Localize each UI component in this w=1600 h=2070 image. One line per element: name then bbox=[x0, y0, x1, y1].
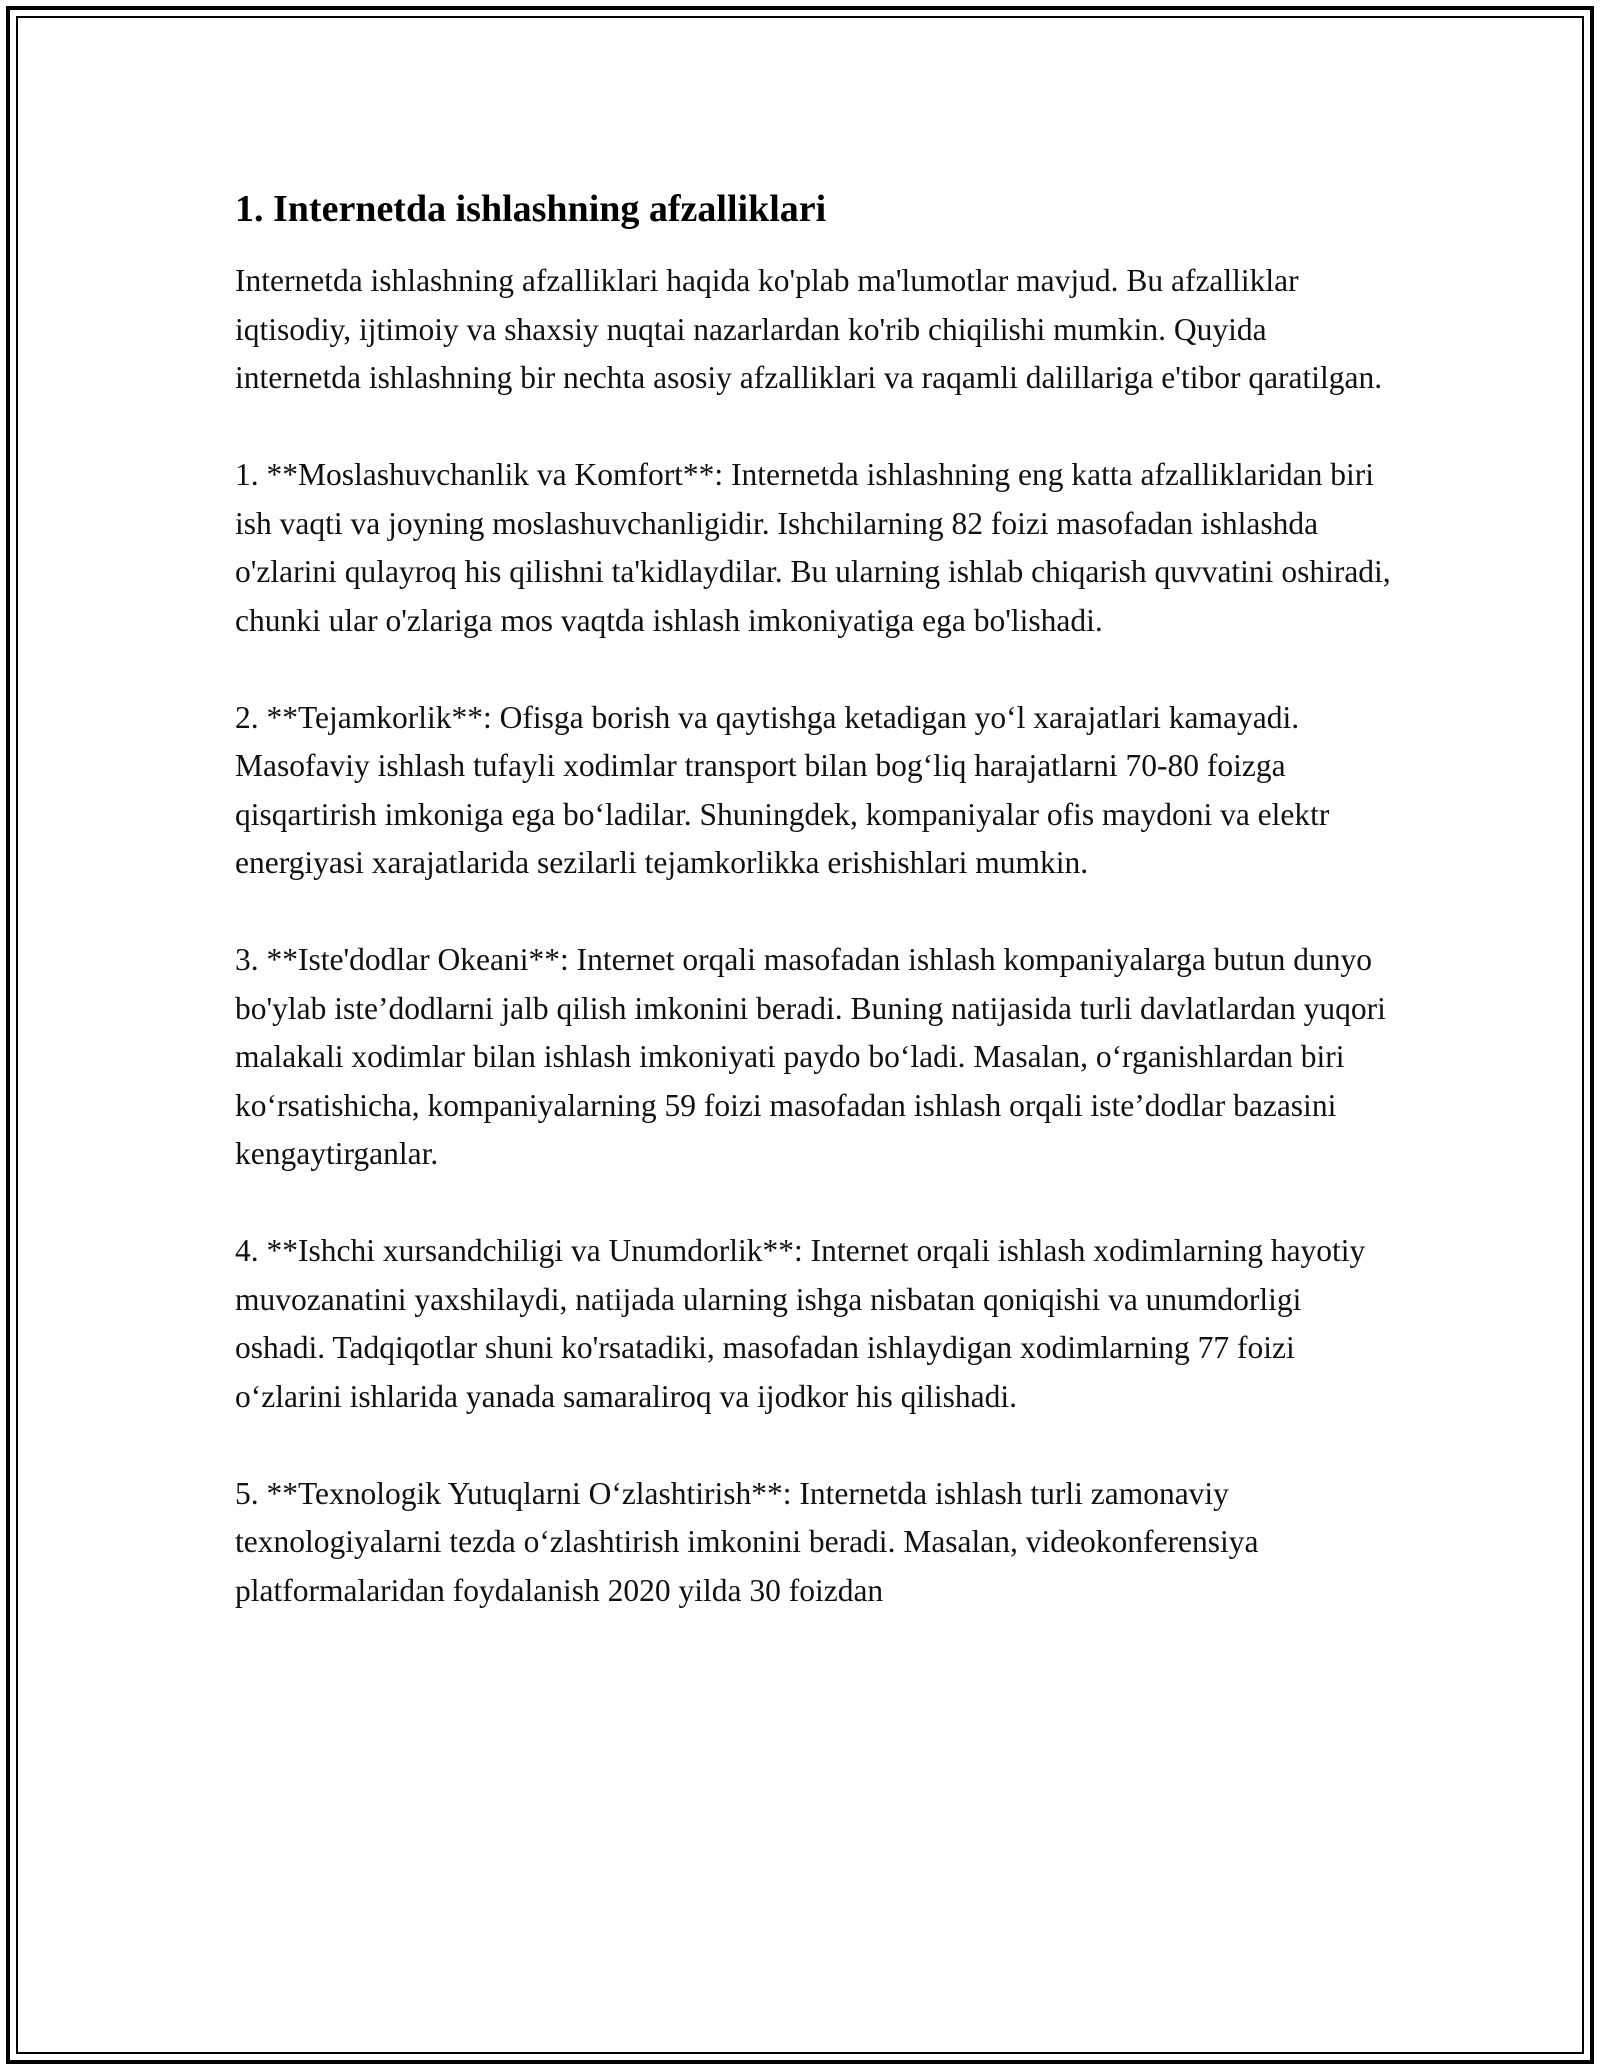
document-body bbox=[235, 185, 1395, 1664]
paragraph-point-5: 5. **Texnologik Yutuqlarni O‘zlashtirish**: Internetda ishlash turli zamonaviy texnologiyalarni tezda o‘zlashtirish imkonini beradi. Masalan, videokonferensiya platformalaridan foydalanish 2020 yilda 30 foizdan bbox=[235, 1475, 1259, 1608]
paragraph-point-4: 4. **Ishchi xursandchiligi va Unumdorlik**: Internet orqali ishlash xodimlarning hayotiy muvozanatini yaxshilaydi, natijada ularning ishga nisbatan qoniqishi va unumdorligi oshadi. Tadqiqotlar shuni ko'rsatadiki, masofadan ishlaydigan xodimlarning 77 foizi o‘zlarini ishlarida yanada samaraliroq va ijodkor his qilishadi. bbox=[235, 1233, 1366, 1414]
paragraph-point-2: 2. **Tejamkorlik**: Ofisga borish va qaytishga ketadigan yo‘l xarajatlari kamayadi. Masofaviy ishlash tufayli xodimlar transport bilan bog‘liq harajatlarni 70-80 foizga qisqartirish imkoniga ega bo‘ladilar. Shuningdek, kompaniyalar ofis maydoni va elektr energiyasi xarajatlarida sezilarli tejamkorlikka erishishlari mumkin. bbox=[235, 699, 1330, 880]
paragraph-point-1: 1. **Moslashuvchanlik va Komfort**: Internetda ishlashning eng katta afzalliklaridan biri ish vaqti va joyning moslashuvchanligidir. Ishchilarning 82 foizi masofadan ishlashda o'zlarini qulayroq his qilishni ta'kidlaydilar. Bu ularning ishlab chiqarish quvvatini oshiradi, chunki ular o'zlariga mos vaqtda ishlash imkoniyatiga ega bo'lishadi. bbox=[235, 457, 1391, 638]
paragraph-point-3: 3. **Iste'dodlar Okeani**: Internet orqali masofadan ishlash kompaniyalarga butun dunyo bo'ylab iste’dodlarni jalb qilish imkonini beradi. Buning natijasida turli davlatlardan yuqori malakali xodimlar bilan ishlash imkoniyati paydo bo‘ladi. Masalan, o‘rganishlardan biri ko‘rsatishicha, kompaniyalarning 59 foizi masofadan ishlash orqali iste’dodlar bazasini kengaytirganlar. bbox=[235, 942, 1386, 1171]
paragraph-intro: Internetda ishlashning afzalliklari haqida ko'plab ma'lumotlar mavjud. Bu afzalliklar iqtisodiy, ijtimoiy va shaxsiy nuqtai nazarlardan ko'rib chiqilishi mumkin. Quyida internetda ishlashning bir nechta asosiy afzalliklari va raqamli dalillariga e'tibor qaratilgan. bbox=[235, 263, 1383, 395]
document-title: 1. Internetda ishlashning afzalliklari bbox=[235, 188, 827, 230]
